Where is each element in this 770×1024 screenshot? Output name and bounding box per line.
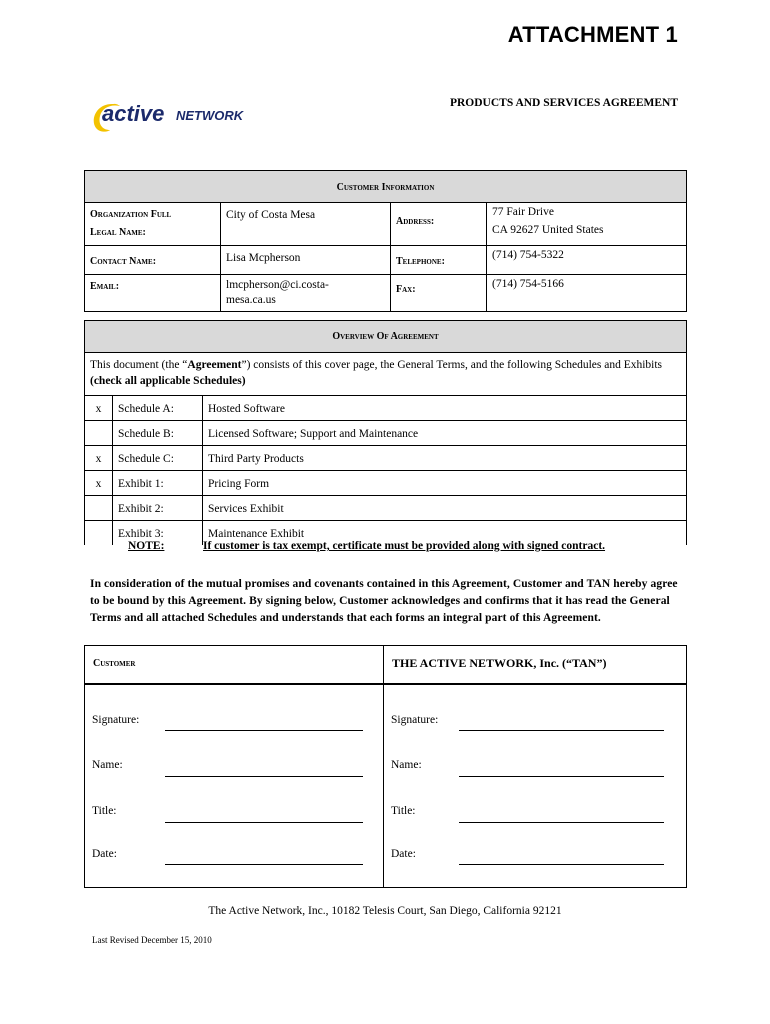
intro-text-2: ”) consists of this cover page, the General Terms, and the following Schedules and Exhibits (241, 359, 663, 371)
telephone-value: (714) 754-5322 (487, 246, 687, 275)
schedule-description: Licensed Software; Support and Maintenance (203, 421, 687, 446)
checkbox-mark[interactable]: x (85, 396, 113, 421)
tan-signature-line[interactable] (459, 730, 664, 731)
overview-table (84, 320, 687, 545)
schedule-description: Services Exhibit (203, 496, 687, 521)
address-value (487, 203, 687, 246)
schedule-label: Schedule C: (113, 446, 203, 471)
agreement-title: PRODUCTS AND SERVICES AGREEMENT (449, 97, 678, 109)
customer-information-table (84, 170, 687, 312)
tan-name-line[interactable] (459, 776, 664, 777)
tan-signature-label: Signature: (391, 714, 439, 726)
schedule-description: Hosted Software (203, 396, 687, 421)
customer-date-label: Date: (92, 848, 117, 860)
intro-text-1: This document (the “ (90, 359, 188, 371)
tan-title-line[interactable] (459, 822, 664, 823)
list-item (85, 471, 687, 496)
tan-title-label: Title: (391, 805, 416, 817)
intro-check-instruction: (check all applicable Schedules) (90, 375, 246, 387)
checkbox-mark[interactable] (85, 496, 113, 521)
org-name-label-line1: Organization Full (90, 209, 172, 220)
checkbox-mark[interactable]: x (85, 446, 113, 471)
signature-table (84, 645, 687, 888)
schedule-label: Schedule B: (113, 421, 203, 446)
telephone-label: Telephone: (391, 246, 487, 275)
tan-signature-header: THE ACTIVE NETWORK, Inc. (“TAN”) (384, 646, 686, 685)
checkbox-mark[interactable] (85, 421, 113, 446)
svg-text:active: active (102, 101, 165, 126)
tan-date-line[interactable] (459, 864, 664, 865)
schedule-label: Exhibit 1: (113, 471, 203, 496)
schedule-description: Third Party Products (203, 446, 687, 471)
org-name-label (85, 203, 221, 246)
last-revised: Last Revised December 15, 2010 (92, 935, 212, 945)
tan-date-label: Date: (391, 848, 416, 860)
intro-agreement-term: Agreement (187, 359, 242, 371)
schedule-label: Schedule A: (113, 396, 203, 421)
customer-signature-line[interactable] (165, 730, 363, 731)
note-text: If customer is tax exempt, certificate must be provided along with signed contract. (203, 540, 606, 552)
svg-text:NETWORK: NETWORK (176, 108, 244, 123)
email-value-line2: mesa.ca.us (226, 294, 276, 306)
customer-signature-column (85, 646, 384, 887)
customer-date-line[interactable] (165, 864, 363, 865)
attachment-title: ATTACHMENT 1 (507, 22, 678, 47)
overview-intro (85, 353, 687, 396)
contact-name-value: Lisa Mcpherson (221, 246, 391, 275)
checkbox-mark[interactable]: x (85, 471, 113, 496)
checkbox-mark[interactable] (85, 521, 113, 546)
list-item (85, 446, 687, 471)
address-line1: 77 Fair Drive (492, 206, 554, 218)
consideration-paragraph: In consideration of the mutual promises and covenants contained in this Agreement, Customer and TAN hereby agree to be bound by this Agreement. By signing below, Customer acknowledges and confirms that it has read the General Terms and all attached Schedules and understands that each forms an integral part of this Agreement. (90, 578, 678, 624)
list-item (85, 496, 687, 521)
list-item (85, 396, 687, 421)
customer-information-header: Customer Information (85, 171, 687, 203)
org-name-value: City of Costa Mesa (221, 203, 391, 246)
customer-title-line[interactable] (165, 822, 363, 823)
customer-title-label: Title: (92, 805, 117, 817)
footer-address: The Active Network, Inc., 10182 Telesis Court, San Diego, California 92121 (208, 905, 562, 917)
schedule-description: Maintenance Exhibit (203, 521, 687, 546)
list-item (85, 421, 687, 446)
email-value-line1: lmcpherson@ci.costa- (226, 279, 329, 291)
customer-name-line[interactable] (165, 776, 363, 777)
customer-signature-header: Customer (85, 646, 383, 685)
note-label: NOTE: (128, 540, 165, 552)
org-name-label-line2: Legal Name: (90, 227, 146, 238)
tan-signature-column (384, 646, 686, 887)
address-label: Address: (391, 203, 487, 246)
contact-name-label: Contact Name: (85, 246, 221, 275)
email-label: Email: (85, 275, 221, 312)
schedule-description: Pricing Form (203, 471, 687, 496)
overview-header: Overview Of Agreement (85, 321, 687, 353)
fax-value: (714) 754-5166 (487, 275, 687, 312)
fax-label: Fax: (391, 275, 487, 312)
tan-name-label: Name: (391, 759, 422, 771)
schedule-label: Exhibit 3: (113, 521, 203, 546)
customer-signature-label: Signature: (92, 714, 140, 726)
schedule-label: Exhibit 2: (113, 496, 203, 521)
email-value (221, 275, 391, 312)
customer-name-label: Name: (92, 759, 123, 771)
active-network-logo (90, 94, 280, 134)
address-line2: CA 92627 United States (492, 224, 604, 236)
